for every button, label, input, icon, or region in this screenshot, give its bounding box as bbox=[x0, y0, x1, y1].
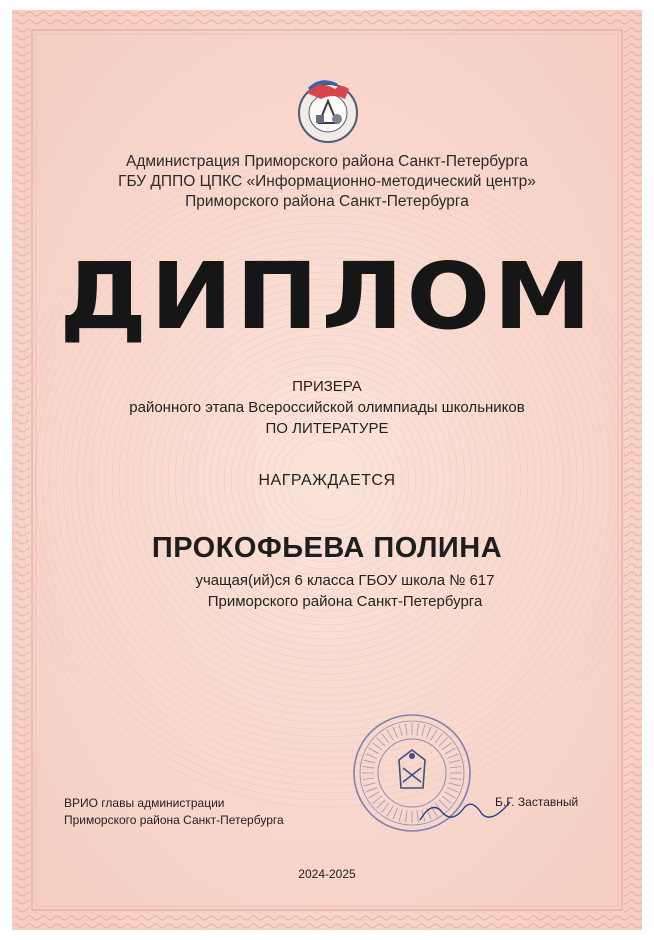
recipient-name: ПРОКОФЬЕВА ПОЛИНА bbox=[151, 532, 503, 564]
subtitle-line-2: районного этапа Всероссийской олимпиады школьников bbox=[129, 399, 525, 416]
subtitle-line-3: ПО ЛИТЕРАТУРЕ bbox=[265, 420, 389, 437]
academic-year: 2024-2025 bbox=[298, 867, 356, 881]
issuer-line-2: ГБУ ДППО ЦПКС «Информационно-методический центр» bbox=[118, 173, 536, 190]
subtitle-line-1: ПРИЗЕРА bbox=[292, 378, 362, 395]
diploma-title: ДИПЛОМ bbox=[59, 243, 595, 350]
issuer-line-3: Приморского района Санкт-Петербурга bbox=[185, 193, 469, 210]
award-label: НАГРАЖДАЕТСЯ bbox=[258, 472, 396, 489]
school-line-1: учащая(ий)ся 6 класса ГБОУ школа № 617 bbox=[195, 572, 495, 589]
position-line-1: ВРИО главы администрации bbox=[64, 796, 225, 810]
recipient-school bbox=[12, 570, 642, 612]
position-line-2: Приморского района Санкт-Петербурга bbox=[64, 813, 284, 827]
diploma-subtitle bbox=[12, 376, 642, 439]
issuer-header bbox=[12, 152, 642, 212]
issuer-line-1: Администрация Приморского района Санкт-Петербурга bbox=[126, 153, 528, 170]
signatory-position bbox=[64, 795, 284, 829]
olympiad-emblem-icon bbox=[289, 75, 367, 145]
guilloche-background bbox=[12, 10, 642, 930]
school-line-2: Приморского района Санкт-Петербурга bbox=[207, 593, 483, 610]
diploma-sheet bbox=[12, 10, 642, 930]
signatory-name: Б.Г. Заставный bbox=[495, 795, 579, 809]
